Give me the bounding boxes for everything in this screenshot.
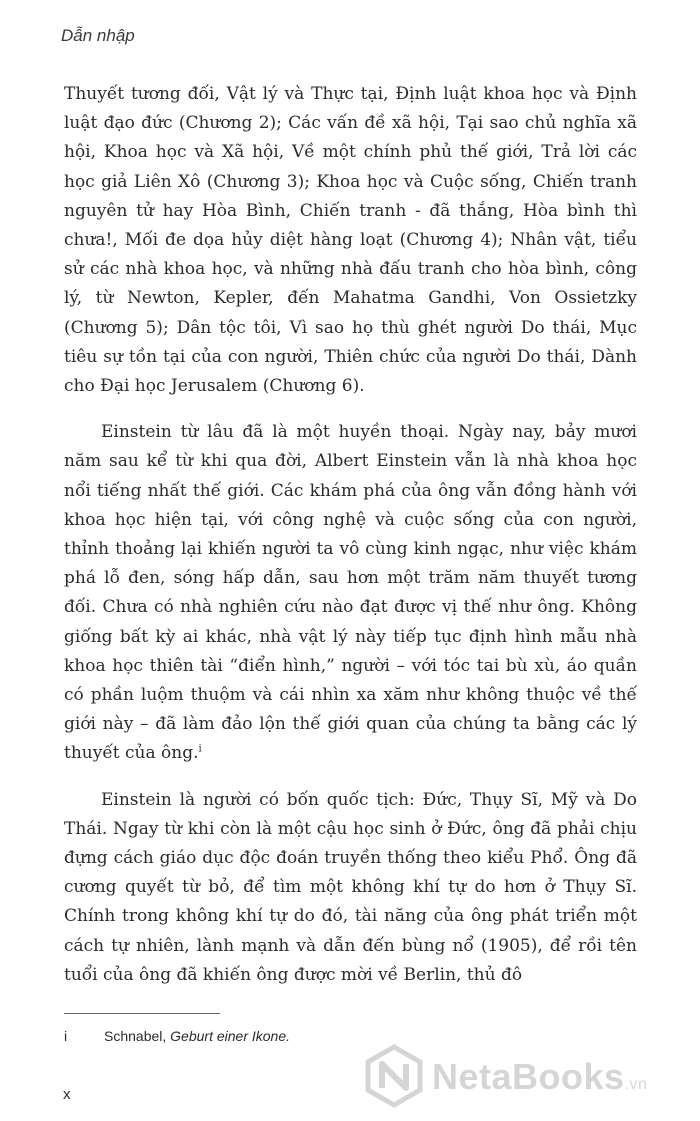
paragraph-text: Einstein từ lâu đã là một huyền thoại. Ngày nay, bảy mươi năm sau kể từ khi qua đời, Albert Einstein vẫn là nhà khoa học nổi tiếng nhất thế giới. Các khám phá của ông vẫn đồng hành với khoa học hiện tại, với công nghệ và cuộc sống của con người, thỉnh thoảng lại khiến người ta vô cùng kinh ngạc, như việc khám phá lỗ đen, sóng hấp dẫn, sau hơn một trăm năm thuyết tương đối. Chưa có nhà nghiên cứu nào đạt được vị thế như ông. Không giống bất kỳ ai khác, nhà vật lý này tiếp tục định hình mẫu nhà khoa học thiên tài “điển hình,” người – với tóc tai bù xù, áo quần có phần luộm thuộm và cái nhìn xa xăm như không thuộc về thế giới này – đã làm đảo lộn thế giới quan của chúng ta bằng các lý thuyết của ông. (64, 422, 637, 764)
paragraph-text: Einstein là người có bốn quốc tịch: Đức, Thụy Sĩ, Mỹ và Do Thái. Ngay từ khi còn là một cậu học sinh ở Đức, ông đã phải chịu đựng cách giáo dục độc đoán truyền thống theo kiểu Phổ. Ông đã cương quyết từ bỏ, để tìm một không khí tự do hơn ở Thụy Sĩ. Chính trong không khí tự do đó, tài năng của ông phát triển một cách tự nhiên, lành mạnh và dẫn đến bùng nổ (1905), để rồi tên tuổi của ông đã khiến ông được mời về Berlin, thủ đô (64, 789, 637, 985)
footnote (64, 1028, 624, 1044)
footnote-divider (64, 1013, 220, 1014)
body-text (64, 80, 637, 990)
watermark (362, 1044, 682, 1104)
watermark-text (432, 1056, 647, 1098)
netabooks-n-logo-icon (362, 1044, 426, 1108)
running-head: Dẫn nhập (61, 26, 135, 45)
watermark-brand: NetaBooks (432, 1056, 625, 1097)
watermark-suffix: .vn (624, 1076, 648, 1093)
paragraph-chapter-list (64, 80, 637, 401)
page-number: x (63, 1086, 71, 1103)
paragraph-einstein-legend (64, 418, 637, 768)
paragraph-einstein-nationality (64, 786, 637, 990)
paragraph-text: Thuyết tương đối, Vật lý và Thực tại, Định luật khoa học và Định luật đạo đức (Chương 2); Các vấn đề xã hội, Tại sao chủ nghĩa xã hội, Khoa học và Xã hội, Về một chính phủ thế giới, Trả lời các học giả Liên Xô (Chương 3); Khoa học và Cuộc sống, Chiến tranh nguyên tử hay Hòa Bình, Chiến tranh - đã thắng, Hòa bình thì chưa!, Mối đe dọa hủy diệt hàng loạt (Chương 4); Nhân vật, tiểu sử các nhà khoa học, và những nhà đấu tranh cho hòa bình, công lý, từ Newton, Kepler, đến Mahatma Gandhi, Von Ossietzky (Chương 5); Dân tộc tôi, Vì sao họ thù ghét người Do thái, Mục tiêu sự tồn tại của con người, Thiên chức của người Do thái, Dành cho Đại học Jerusalem (Chương 6). (64, 84, 637, 397)
footnote-title: Geburt einer Ikone. (170, 1028, 291, 1044)
footnote-author: Schnabel, (104, 1028, 171, 1044)
footnote-marker: i (64, 1028, 68, 1044)
footnote-reference[interactable]: i (198, 743, 202, 755)
footnote-text (104, 1028, 290, 1044)
